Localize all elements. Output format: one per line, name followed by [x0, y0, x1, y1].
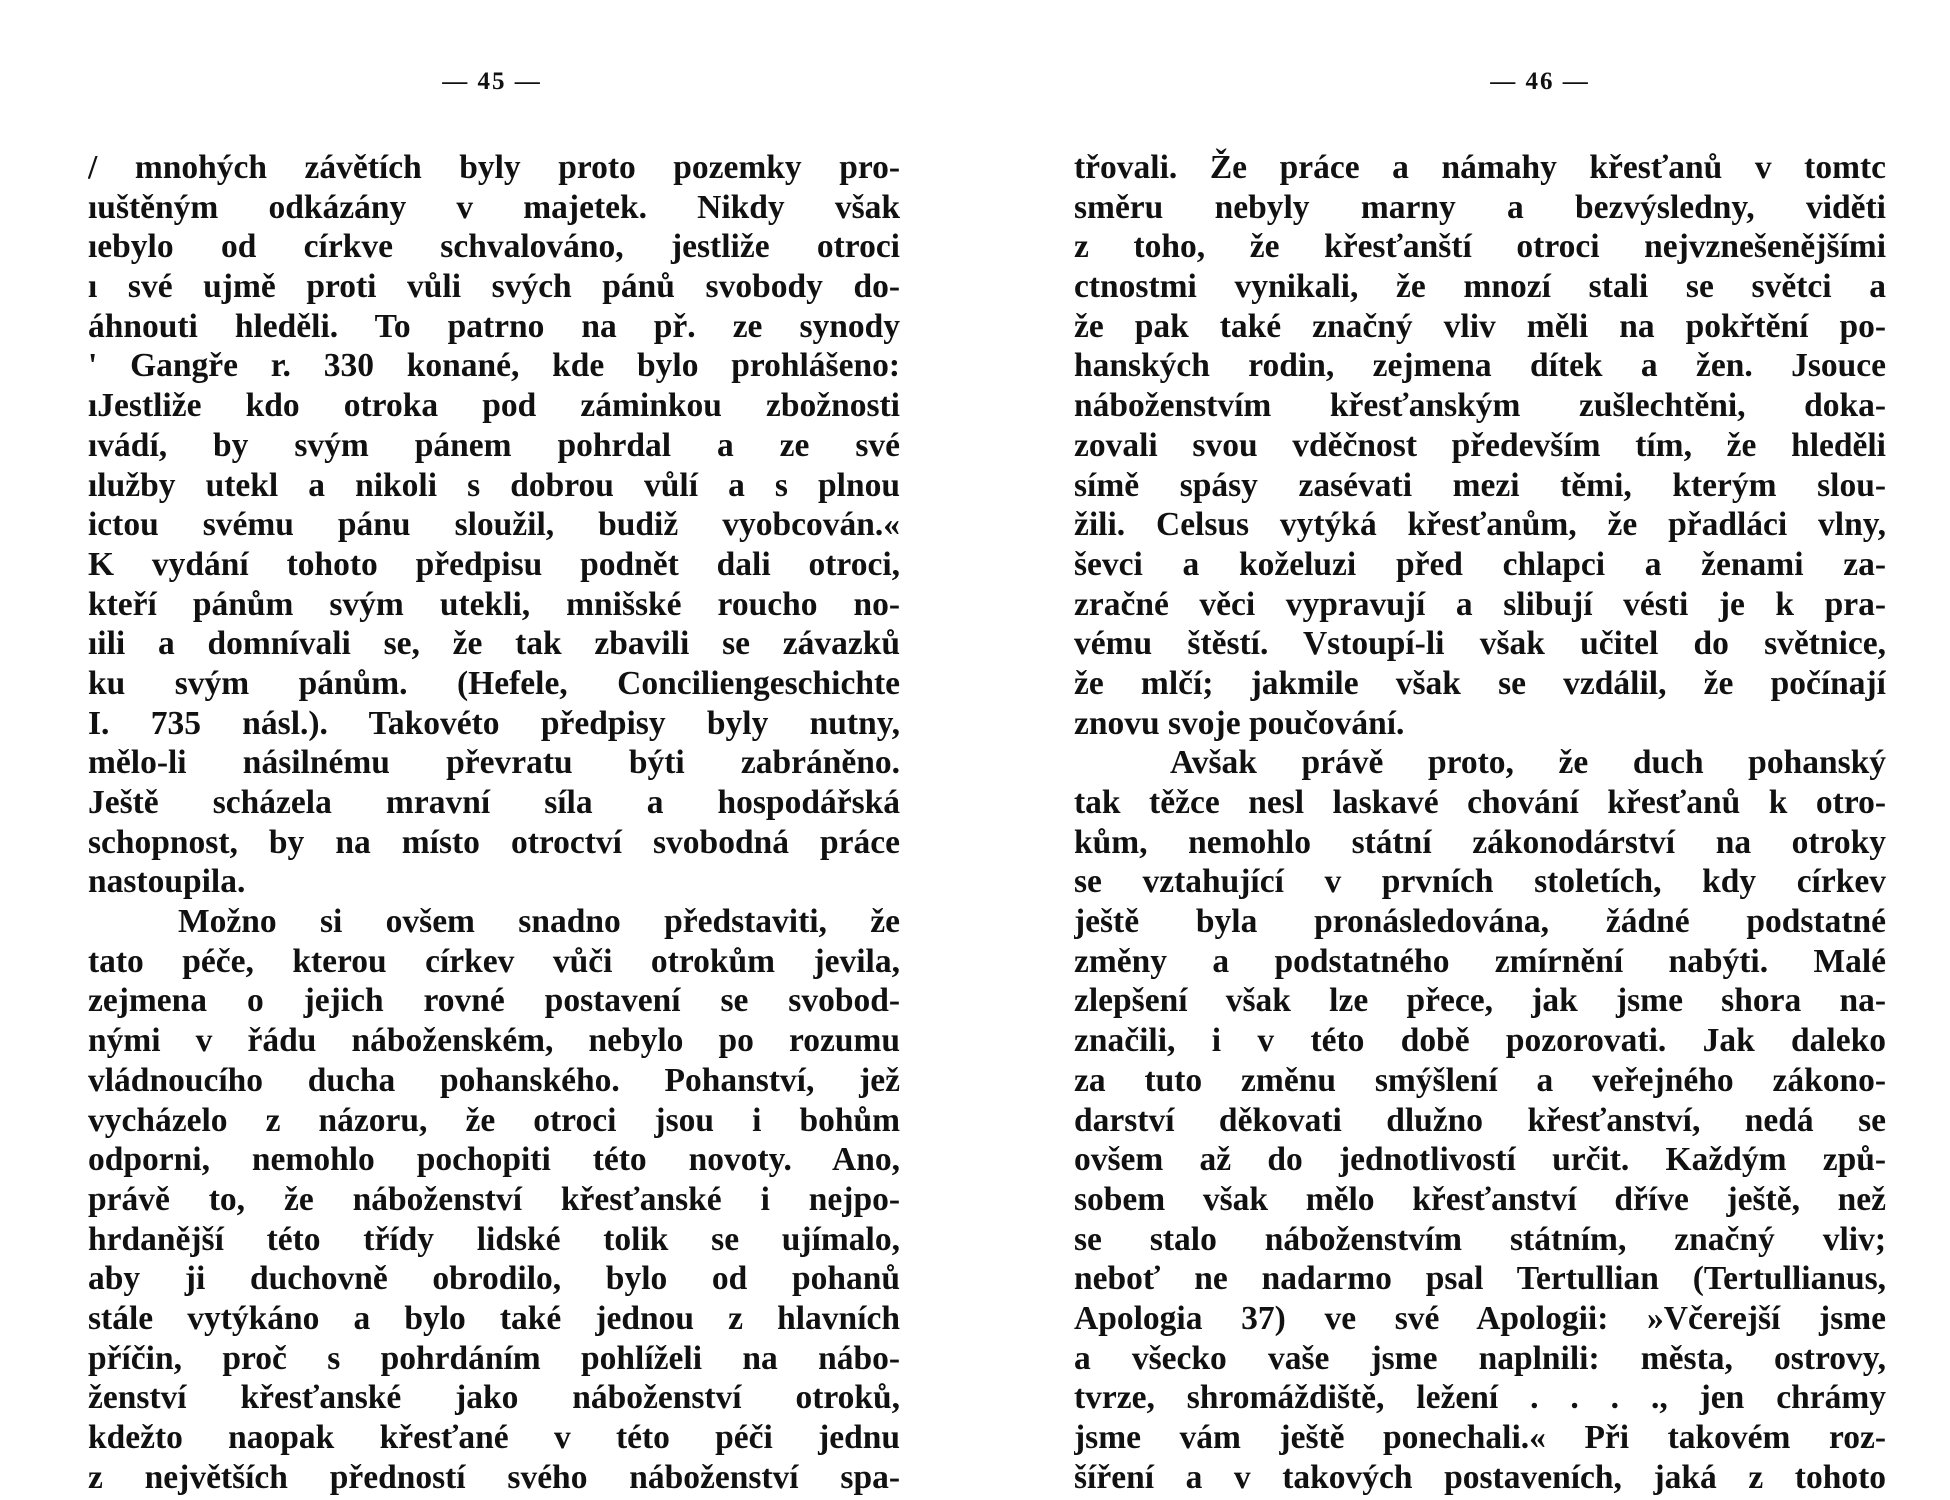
text-line: tato péče, kterou církev vůči otrokům jevila, — [88, 942, 900, 980]
text-line: znovu svoje poučování. — [1074, 704, 1405, 742]
text-line: vycházelo z názoru, že otroci jsou i bohům — [88, 1101, 900, 1139]
text-line: símě spásy zasévati mezi těmi, kterým slou- — [1074, 466, 1886, 504]
text-line: Ještě scházela mravní síla a hospodářská — [88, 784, 900, 821]
text-line: ovšem až do jednotlivostí určit. Každým způ- — [1074, 1141, 1886, 1179]
text-line: tvrze, shromáždiště, ležení . . . ., jen chrámy — [1074, 1379, 1886, 1417]
text-line: žili. Celsus vytýká křesťanům, že přadláci vlny, — [1074, 506, 1886, 544]
text-line: ictou svému pánu sloužil, budiž vyobcován.« — [88, 506, 900, 544]
text-line: sobem však mělo křesťanství dříve ještě, než — [1074, 1180, 1886, 1218]
text-line: vému štěstí. Vstoupí-li však učitel do světnice, — [1074, 625, 1886, 663]
text-line: aby ji duchovně obrodilo, bylo od pohanů — [88, 1260, 900, 1298]
text-line: příčin, proč s pohrdáním pohlíželi na nábo- — [88, 1339, 900, 1377]
text-line: ıebylo od církve schvalováno, jestliže otroci — [88, 228, 900, 266]
text-line: ' Gangře r. 330 konané, kde bylo prohlášeno: — [88, 347, 900, 385]
text-line: že pak také značný vliv měli na pokřtění po- — [1074, 307, 1886, 345]
right-page-text — [1074, 148, 1886, 1497]
text-line: změny a podstatného zmírnění nabýti. Malé — [1074, 942, 1886, 980]
text-line: / mnohých závětích byly proto pozemky pro- — [88, 149, 900, 186]
text-line: Avšak právě proto, že duch pohanský — [1170, 744, 1886, 782]
text-line: ženství křesťanské jako náboženství otroků, — [88, 1379, 900, 1417]
text-line: stále vytýkáno a bylo také jednou z hlavních — [88, 1299, 900, 1337]
text-line: a všecko vaše jsme naplnili: města, ostrovy, — [1074, 1339, 1886, 1377]
text-line: Možno si ovšem snadno představiti, že — [178, 903, 900, 941]
text-line: darství děkovati dlužno křesťanství, nedá se — [1074, 1101, 1886, 1139]
text-line: schopnost, by na místo otroctví svobodná práce — [88, 823, 900, 861]
text-line: zračné věci vypravují a slibují vésti je k pra- — [1074, 585, 1886, 623]
text-line: z největších předností svého náboženství spa- — [88, 1458, 900, 1496]
text-line: mělo-li násilnému převratu býti zabráněno. — [88, 744, 900, 782]
text-line: směru nebyly marny a bezvýsledny, viděti — [1074, 188, 1886, 226]
text-line: ctnostmi vynikali, že mnozí stali se světci a — [1074, 268, 1886, 306]
text-line: K vydání tohoto předpisu podnět dali otroci, — [88, 545, 900, 583]
text-line: třovali. Že práce a námahy křesťanů v tomtc — [1074, 149, 1886, 186]
text-line: ılužby utekl a nikoli s dobrou vůlí a s plnou — [88, 466, 900, 504]
text-line: ıvádí, by svým pánem pohrdal a ze své — [88, 426, 900, 464]
text-line: kdežto naopak křesťané v této péči jednu — [88, 1419, 900, 1456]
text-line: vládnoucího ducha pohanského. Pohanství, jež — [88, 1061, 900, 1099]
text-line: áhnouti hleděli. To patrno na př. ze synody — [88, 307, 900, 345]
text-line: ı své ujmě proti vůli svých pánů svobody do- — [88, 268, 900, 306]
text-line: nastoupila. — [88, 863, 246, 901]
text-line: značili, i v této době pozorovati. Jak daleko — [1074, 1022, 1886, 1060]
text-line: jsme vám ještě ponechali.« Při takovém roz- — [1074, 1419, 1886, 1456]
text-line: za tuto změnu smýšlení a veřejného zákono- — [1074, 1061, 1886, 1099]
text-line: odporni, nemohlo pochopiti této novoty. Ano, — [88, 1141, 900, 1179]
page-number-left: — 45 — — [442, 68, 542, 95]
text-line: zejmena o jejich rovné postavení se svobod- — [88, 982, 900, 1020]
text-line: že mlčí; jakmile však se vzdálil, že počínají — [1074, 664, 1886, 702]
text-line: ıJestliže kdo otroka pod záminkou zbožnosti — [88, 387, 900, 425]
text-line: hanských rodin, zejmena dítek a žen. Jsouce — [1074, 347, 1886, 385]
text-line: ku svým pánům. (Hefele, Conciliengeschichte — [88, 664, 900, 702]
text-line: neboť ne nadarmo psal Tertullian (Tertullianus, — [1074, 1260, 1886, 1298]
text-line: ještě byla pronásledována, žádné podstatné — [1074, 903, 1886, 941]
text-line: Apologia 37) ve své Apologii: »Včerejší jsme — [1074, 1299, 1886, 1337]
text-line: se stalo náboženstvím státním, značný vliv; — [1074, 1220, 1886, 1258]
text-line: z toho, že křesťanští otroci nejvznešenějšími — [1074, 228, 1886, 266]
left-page-text — [88, 148, 900, 1497]
text-line: kteří pánům svým utekli, mnišské roucho no- — [88, 585, 900, 623]
text-line: zlepšení však lze přece, jak jsme shora na- — [1074, 982, 1886, 1020]
text-line: kům, nemohlo státní zákonodárství na otroky — [1074, 823, 1886, 861]
text-line: ševci a koželuzi před chlapci a ženami za- — [1074, 545, 1886, 583]
page-number-right: — 46 — — [1490, 68, 1590, 95]
text-line: náboženstvím křesťanským zušlechtěni, doka- — [1074, 387, 1886, 425]
text-line: právě to, že náboženství křesťanské i nejpo- — [88, 1180, 900, 1218]
text-line: ıili a domnívali se, že tak zbavili se závazků — [88, 625, 900, 663]
text-line: I. 735 násl.). Takovéto předpisy byly nutny, — [88, 704, 900, 742]
text-line: hrdanější této třídy lidské tolik se ujímalo, — [88, 1220, 900, 1258]
text-line: zovali svou vděčnost především tím, že hleděli — [1074, 426, 1886, 464]
text-line: šíření a v takových postaveních, jaká z tohoto — [1074, 1458, 1886, 1496]
text-line: se vztahující v prvních stoletích, kdy církev — [1074, 863, 1886, 901]
text-line: ıuštěným odkázány v majetek. Nikdy však — [88, 188, 900, 226]
text-line: tak těžce nesl laskavé chování křesťanů k otro- — [1074, 784, 1886, 821]
text-line: nými v řádu náboženském, nebylo po rozumu — [88, 1022, 900, 1060]
